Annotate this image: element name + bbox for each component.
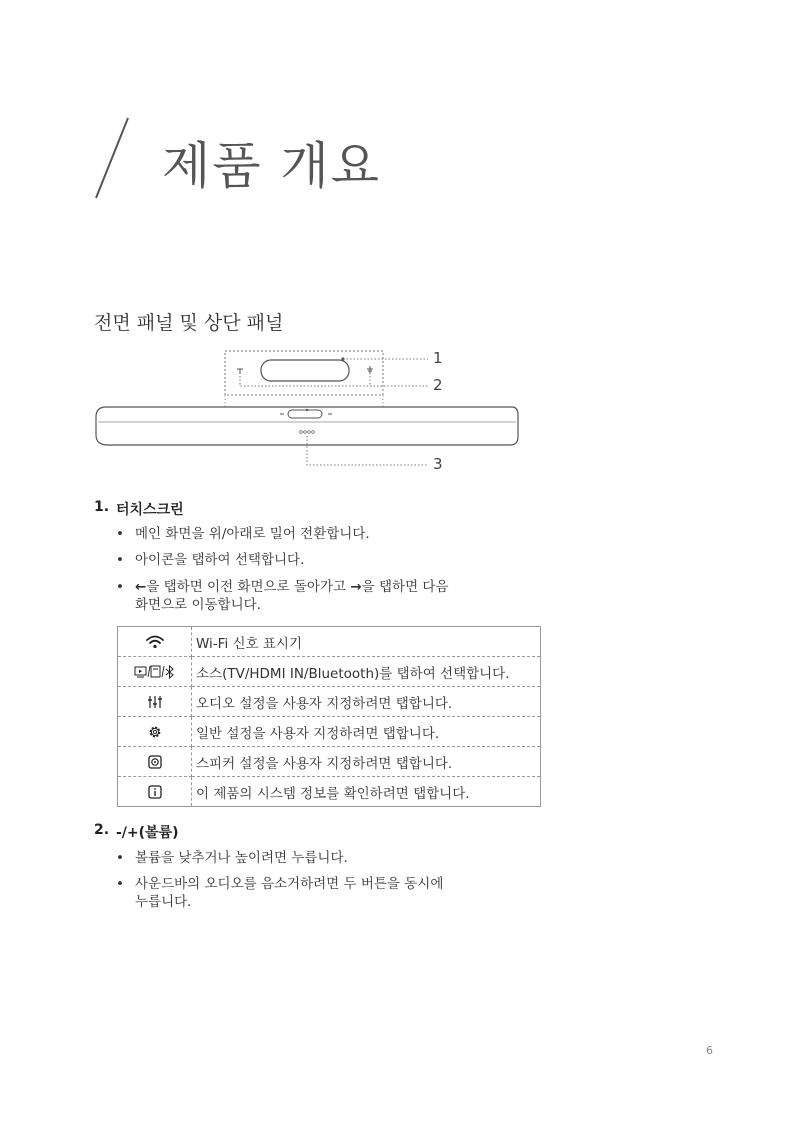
table-row bbox=[118, 657, 541, 687]
table-cell-text: 스피커 설정을 사용자 지정하려면 탭합니다. bbox=[192, 747, 541, 777]
icon-table bbox=[117, 626, 541, 807]
list-item-text: 볼륨을 낮추거나 높이려면 누릅니다. bbox=[135, 850, 348, 866]
callout-3: 3 bbox=[433, 455, 443, 473]
table-row bbox=[118, 627, 541, 657]
volume-plus-icon bbox=[367, 366, 373, 374]
list-item-text: 을 탭하면 다음 bbox=[361, 579, 449, 595]
list-item: • 사운드바의 오디오를 음소거하려면 두 버튼을 동시에 누릅니다. bbox=[116, 876, 444, 910]
callout-2: 2 bbox=[433, 376, 443, 394]
info-icon bbox=[148, 785, 162, 799]
page-title: 제품 개요 bbox=[162, 137, 382, 195]
table-cell-text: 오디오 설정을 사용자 지정하려면 탭합니다. bbox=[192, 687, 541, 717]
item-1-number: 1. bbox=[94, 499, 110, 515]
source-icons bbox=[134, 665, 176, 679]
section-heading: 전면 패널 및 상단 패널 bbox=[94, 312, 284, 334]
callout-1: 1 bbox=[433, 349, 443, 367]
item-1-heading: 터치스크린 bbox=[116, 502, 184, 518]
list-item: • 아이콘을 탭하여 선택합니다. bbox=[116, 552, 305, 568]
wifi-icon bbox=[146, 635, 164, 649]
equalizer-icon bbox=[148, 695, 162, 709]
touchscreen-outline bbox=[261, 360, 349, 381]
list-item-text: 을 탭하면 이전 화면으로 돌아가고 bbox=[146, 579, 351, 595]
page-number: 6 bbox=[706, 1044, 713, 1057]
gear-icon bbox=[148, 725, 162, 739]
arrow-right-icon: → bbox=[350, 579, 362, 595]
table-cell-text: 일반 설정을 사용자 지정하려면 탭합니다. bbox=[192, 717, 541, 747]
speaker-icon bbox=[148, 755, 162, 769]
list-item: • 볼륨을 낮추거나 높이려면 누릅니다. bbox=[116, 850, 348, 866]
list-item-text: 화면으로 이동합니다. bbox=[135, 597, 261, 613]
list-item-text: 사운드바의 오디오를 음소거하려면 두 버튼을 동시에 bbox=[135, 876, 444, 892]
table-cell-text: 소스(TV/HDMI IN/Bluetooth)를 탭하여 선택합니다. bbox=[192, 657, 541, 687]
list-item-text: 아이콘을 탭하여 선택합니다. bbox=[135, 552, 305, 568]
title-slash-decoration bbox=[92, 116, 132, 202]
table-row bbox=[118, 747, 541, 777]
table-row bbox=[118, 687, 541, 717]
table-row bbox=[118, 717, 541, 747]
list-item: • ←을 탭하면 이전 화면으로 돌아가고 →을 탭하면 다음 화면으로 이동합니다. bbox=[116, 579, 449, 613]
list-item-text: 메인 화면을 위/아래로 밀어 전환합니다. bbox=[135, 526, 370, 542]
table-row bbox=[118, 777, 541, 807]
soundbar-body bbox=[96, 407, 518, 445]
soundbar-diagram bbox=[92, 345, 532, 477]
list-item-text: 누릅니다. bbox=[135, 894, 192, 910]
list-item: • 메인 화면을 위/아래로 밀어 전환합니다. bbox=[116, 526, 370, 542]
table-cell-text: 이 제품의 시스템 정보를 확인하려면 탭합니다. bbox=[192, 777, 541, 807]
table-cell-text: Wi-Fi 신호 표시기 bbox=[192, 627, 541, 657]
item-2-number: 2. bbox=[94, 822, 110, 838]
arrow-left-icon: ← bbox=[135, 579, 147, 595]
item-2-heading: -/+(볼륨) bbox=[116, 825, 179, 841]
volume-minus-icon bbox=[237, 369, 243, 374]
top-panel-zoom-frame bbox=[225, 351, 383, 395]
